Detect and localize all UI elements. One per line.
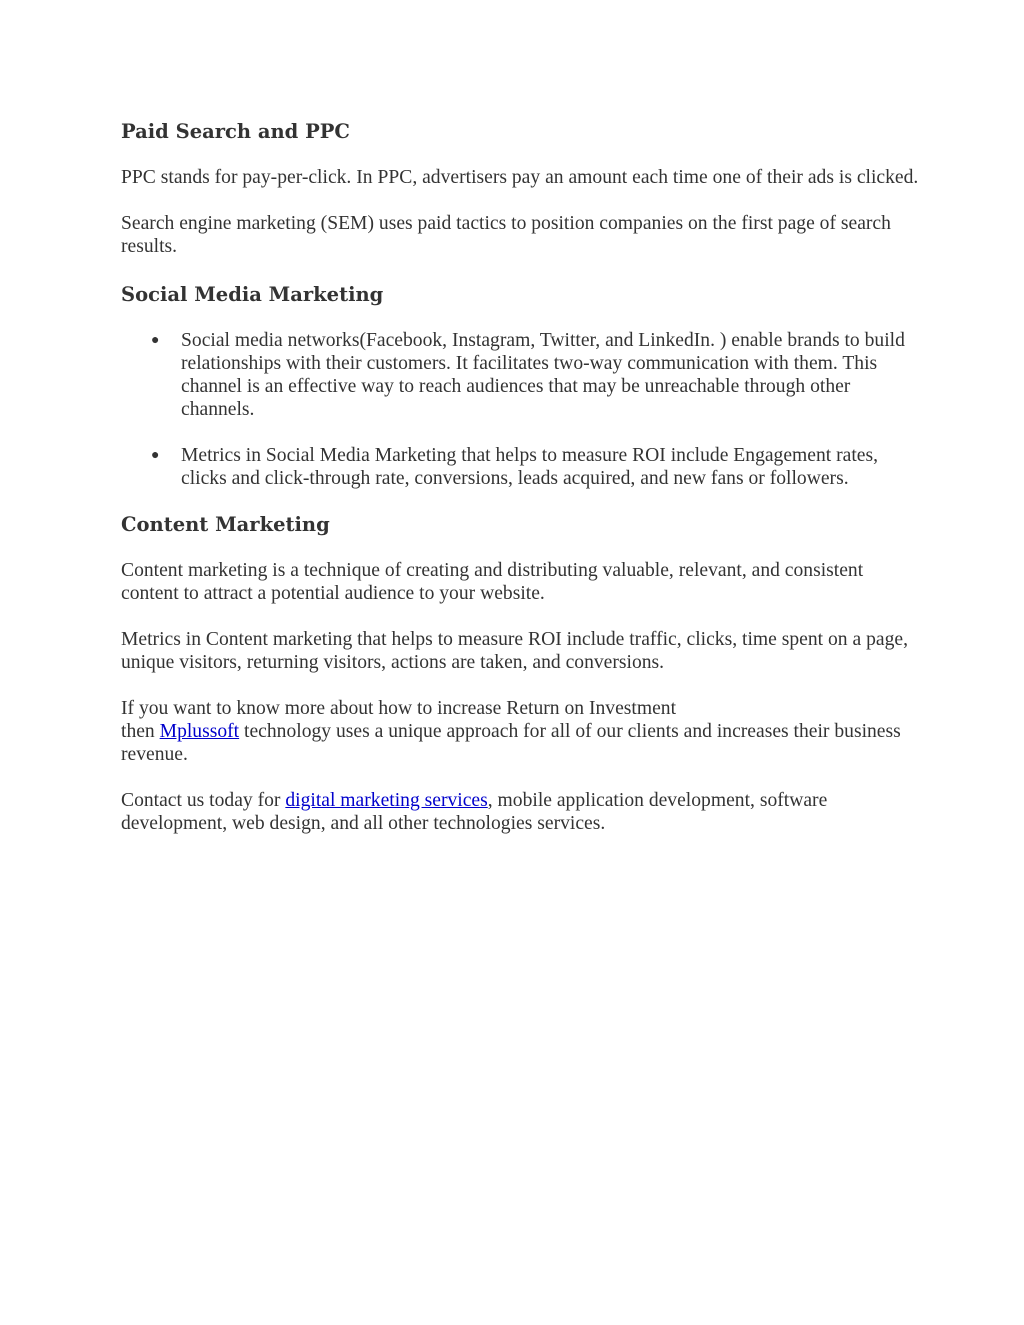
contact-text-end: , mobile application development, software development, web design, and all other technologies services. <box>121 790 828 834</box>
list-item <box>151 329 921 421</box>
list-item-text: Metrics in Social Media Marketing that helps to measure ROI include Engagement rates, clicks and click-through rate, conversions, leads acquired, and new fans or followers. <box>181 445 879 489</box>
list-item <box>151 444 921 490</box>
document-page <box>121 118 921 858</box>
mplussoft-link[interactable]: Mplussoft <box>159 721 240 742</box>
bullet-icon: ● <box>151 333 160 348</box>
social-media-list <box>121 329 921 490</box>
heading-social-media: Social Media Marketing <box>121 283 384 306</box>
paragraph-roi <box>121 697 921 766</box>
heading-paid-search: Paid Search and PPC <box>121 120 350 143</box>
roi-text-then: then <box>121 721 160 742</box>
contact-text-start: Contact us today for <box>121 790 286 811</box>
paragraph-content-metrics: Metrics in Content marketing that helps to measure ROI include traffic, clicks, time spent on a page, unique visitors, returning visitors, actions are taken, and conversions. <box>121 629 908 673</box>
digital-marketing-services-link[interactable]: digital marketing services <box>285 790 488 811</box>
list-item-text: Social media networks(Facebook, Instagram, Twitter, and LinkedIn. ) enable brands to build relationships with their customers. It facilitates two-way communication with them. This channel is an effective way to reach audiences that may be unreachable through other channels. <box>181 330 905 420</box>
bullet-icon: ● <box>151 448 160 463</box>
roi-text-end: technology uses a unique approach for all of our clients and increases their business revenue. <box>121 721 901 765</box>
paragraph-ppc-definition: PPC stands for pay-per-click. In PPC, advertisers pay an amount each time one of their ads is clicked. <box>121 167 919 188</box>
roi-text-start: If you want to know more about how to increase Return on Investment <box>121 698 677 719</box>
paragraph-contact <box>121 789 921 835</box>
heading-content-marketing: Content Marketing <box>121 513 330 536</box>
paragraph-sem-definition: Search engine marketing (SEM) uses paid tactics to position companies on the first page of search results. <box>121 213 891 257</box>
paragraph-content-definition: Content marketing is a technique of creating and distributing valuable, relevant, and consistent content to attract a potential audience to your website. <box>121 560 864 604</box>
